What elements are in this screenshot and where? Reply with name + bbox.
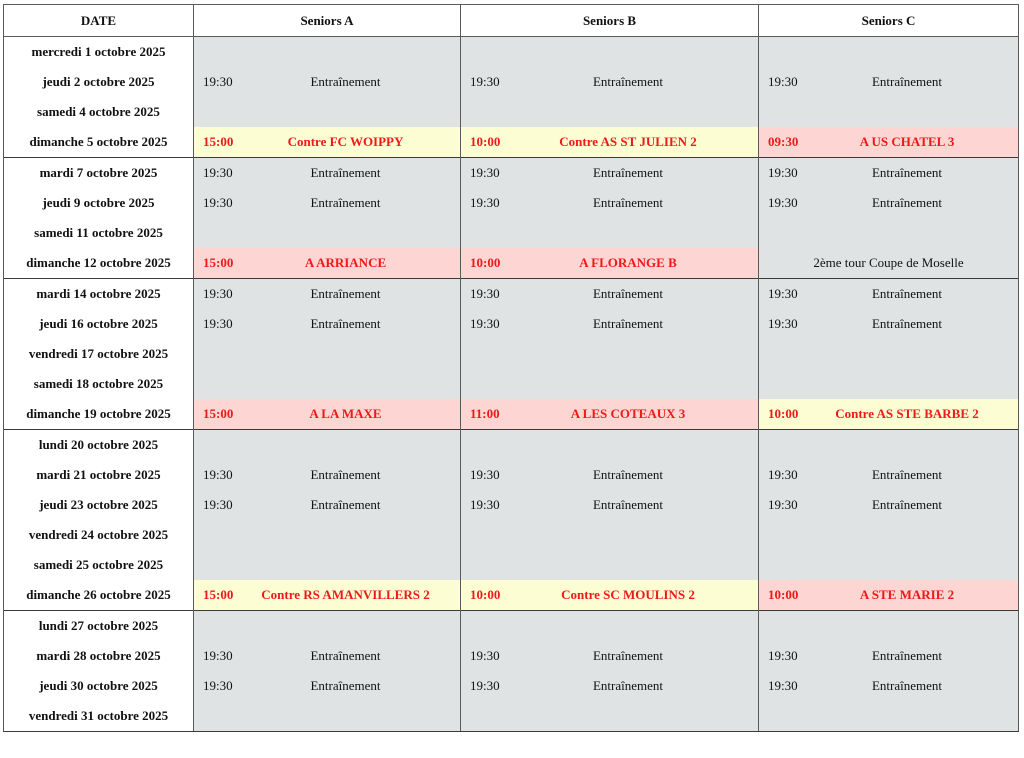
seniors-b-cell xyxy=(461,641,759,671)
date-cell: mardi 14 octobre 2025 xyxy=(4,279,194,310)
seniors-a-cell xyxy=(194,37,461,68)
schedule-body xyxy=(4,37,1019,732)
training-label: Entraînement xyxy=(871,467,943,482)
seniors-b-cell xyxy=(461,188,759,218)
training-label: Entraînement xyxy=(871,286,943,301)
training-label: Entraînement xyxy=(310,74,381,89)
training-label: Entraînement xyxy=(310,286,381,301)
table-row xyxy=(4,279,1019,310)
table-row xyxy=(4,580,1019,611)
table-row xyxy=(4,309,1019,339)
seniors-b-cell xyxy=(461,701,759,732)
match-time: 10:00 xyxy=(470,587,501,602)
training-time: 19:30 xyxy=(203,195,233,210)
training-time: 19:30 xyxy=(203,648,233,663)
match-label: Contre FC WOIPPY xyxy=(287,134,404,149)
training-time: 19:30 xyxy=(768,316,798,331)
table-row xyxy=(4,611,1019,642)
seniors-b-cell xyxy=(461,520,759,550)
match-time: 15:00 xyxy=(203,134,234,149)
training-label: Entraînement xyxy=(871,678,943,693)
table-row xyxy=(4,369,1019,399)
training-time: 19:30 xyxy=(768,467,798,482)
table-row xyxy=(4,430,1019,461)
seniors-b-cell xyxy=(461,430,759,461)
seniors-b-cell xyxy=(461,67,759,97)
match-label: A LA MAXE xyxy=(309,406,382,421)
seniors-c-cell xyxy=(759,127,1019,158)
training-label: Entraînement xyxy=(310,467,381,482)
match-label: Contre AS STE BARBE 2 xyxy=(835,406,979,421)
seniors-b-cell xyxy=(461,248,759,279)
date-cell: dimanche 5 octobre 2025 xyxy=(4,127,194,158)
seniors-c-cell xyxy=(759,339,1019,369)
training-label: Entraînement xyxy=(310,648,381,663)
table-row xyxy=(4,339,1019,369)
match-time: 10:00 xyxy=(768,587,799,602)
match-label: Contre SC MOULINS 2 xyxy=(561,587,695,602)
training-label: Entraînement xyxy=(871,648,943,663)
match-time: 11:00 xyxy=(470,406,500,421)
seniors-b-cell xyxy=(461,369,759,399)
seniors-b-cell xyxy=(461,550,759,580)
schedule-table xyxy=(3,4,1019,732)
training-label: Entraînement xyxy=(592,286,664,301)
training-time: 19:30 xyxy=(470,678,500,693)
seniors-c-cell xyxy=(759,611,1019,642)
seniors-b-cell xyxy=(461,399,759,430)
seniors-b-cell xyxy=(461,127,759,158)
training-time: 19:30 xyxy=(203,497,233,512)
training-time: 19:30 xyxy=(470,74,500,89)
table-row xyxy=(4,701,1019,732)
seniors-a-cell xyxy=(194,520,461,550)
seniors-c-cell xyxy=(759,580,1019,611)
match-time: 15:00 xyxy=(203,255,234,270)
seniors-b-cell xyxy=(461,490,759,520)
training-time: 19:30 xyxy=(470,316,500,331)
seniors-c-cell xyxy=(759,641,1019,671)
table-row xyxy=(4,550,1019,580)
seniors-c-cell xyxy=(759,279,1019,310)
match-time: 10:00 xyxy=(470,134,501,149)
seniors-c-cell xyxy=(759,369,1019,399)
seniors-b-cell xyxy=(461,671,759,701)
training-label: Entraînement xyxy=(310,165,381,180)
seniors-c-cell xyxy=(759,218,1019,248)
seniors-b-cell xyxy=(461,339,759,369)
seniors-c-cell xyxy=(759,97,1019,127)
seniors-b-cell xyxy=(461,460,759,490)
training-time: 19:30 xyxy=(470,648,500,663)
seniors-a-cell xyxy=(194,248,461,279)
match-label: A FLORANGE B xyxy=(579,255,677,270)
date-cell: mercredi 1 octobre 2025 xyxy=(4,37,194,68)
date-cell: jeudi 16 octobre 2025 xyxy=(4,309,194,339)
training-label: Entraînement xyxy=(592,316,664,331)
seniors-a-cell xyxy=(194,158,461,189)
date-cell: dimanche 19 octobre 2025 xyxy=(4,399,194,430)
training-time: 19:30 xyxy=(768,74,798,89)
seniors-a-cell xyxy=(194,279,461,310)
date-cell: mardi 7 octobre 2025 xyxy=(4,158,194,189)
seniors-b-cell xyxy=(461,309,759,339)
training-label: Entraînement xyxy=(592,648,664,663)
training-label: Entraînement xyxy=(592,497,664,512)
date-cell: dimanche 12 octobre 2025 xyxy=(4,248,194,279)
match-time: 09:30 xyxy=(768,134,799,149)
seniors-c-cell xyxy=(759,309,1019,339)
date-cell: jeudi 23 octobre 2025 xyxy=(4,490,194,520)
training-time: 19:30 xyxy=(203,74,233,89)
seniors-a-cell xyxy=(194,460,461,490)
table-row xyxy=(4,671,1019,701)
seniors-b-cell xyxy=(461,37,759,68)
training-time: 19:30 xyxy=(203,165,233,180)
seniors-a-cell xyxy=(194,97,461,127)
training-time: 19:30 xyxy=(768,678,798,693)
training-time: 19:30 xyxy=(470,497,500,512)
seniors-a-cell xyxy=(194,490,461,520)
training-label: Entraînement xyxy=(592,467,664,482)
seniors-c-cell xyxy=(759,701,1019,732)
match-label: Contre RS AMANVILLERS 2 xyxy=(261,587,430,602)
seniors-a-cell xyxy=(194,218,461,248)
training-time: 19:30 xyxy=(203,316,233,331)
date-cell: dimanche 26 octobre 2025 xyxy=(4,580,194,611)
cup-note: 2ème tour Coupe de Moselle xyxy=(813,255,964,270)
seniors-a-cell xyxy=(194,550,461,580)
match-label: A STE MARIE 2 xyxy=(859,587,955,602)
seniors-a-cell xyxy=(194,611,461,642)
seniors-c-cell xyxy=(759,671,1019,701)
seniors-b-cell xyxy=(461,218,759,248)
seniors-c-cell xyxy=(759,430,1019,461)
seniors-a-cell xyxy=(194,671,461,701)
date-cell: jeudi 9 octobre 2025 xyxy=(4,188,194,218)
table-row xyxy=(4,37,1019,68)
match-label: A ARRIANCE xyxy=(304,255,387,270)
header-date: DATE xyxy=(4,5,194,37)
seniors-c-cell xyxy=(759,37,1019,68)
seniors-a-cell xyxy=(194,188,461,218)
header-seniors-a: Seniors A xyxy=(194,5,461,37)
match-label: A US CHATEL 3 xyxy=(859,134,955,149)
seniors-b-cell xyxy=(461,279,759,310)
training-label: Entraînement xyxy=(592,165,664,180)
training-label: Entraînement xyxy=(871,195,943,210)
header-row xyxy=(4,5,1019,37)
training-time: 19:30 xyxy=(203,678,233,693)
seniors-c-cell xyxy=(759,248,1019,279)
date-cell: samedi 25 octobre 2025 xyxy=(4,550,194,580)
training-label: Entraînement xyxy=(871,165,943,180)
seniors-c-cell xyxy=(759,550,1019,580)
header-seniors-b: Seniors B xyxy=(461,5,759,37)
training-time: 19:30 xyxy=(768,497,798,512)
seniors-a-cell xyxy=(194,67,461,97)
seniors-c-cell xyxy=(759,460,1019,490)
training-label: Entraînement xyxy=(871,74,943,89)
date-cell: samedi 4 octobre 2025 xyxy=(4,97,194,127)
training-time: 19:30 xyxy=(470,165,500,180)
match-label: Contre AS ST JULIEN 2 xyxy=(559,134,697,149)
training-time: 19:30 xyxy=(768,648,798,663)
seniors-b-cell xyxy=(461,611,759,642)
training-time: 19:30 xyxy=(768,286,798,301)
date-cell: mardi 28 octobre 2025 xyxy=(4,641,194,671)
date-cell: jeudi 30 octobre 2025 xyxy=(4,671,194,701)
seniors-b-cell xyxy=(461,97,759,127)
match-time: 15:00 xyxy=(203,406,234,421)
training-time: 19:30 xyxy=(470,286,500,301)
date-cell: mardi 21 octobre 2025 xyxy=(4,460,194,490)
seniors-a-cell xyxy=(194,701,461,732)
date-cell: samedi 18 octobre 2025 xyxy=(4,369,194,399)
training-label: Entraînement xyxy=(592,678,664,693)
table-row xyxy=(4,460,1019,490)
training-label: Entraînement xyxy=(310,316,381,331)
seniors-c-cell xyxy=(759,158,1019,189)
date-cell: lundi 27 octobre 2025 xyxy=(4,611,194,642)
training-label: Entraînement xyxy=(871,316,943,331)
match-label: A LES COTEAUX 3 xyxy=(570,406,686,421)
date-cell: vendredi 31 octobre 2025 xyxy=(4,701,194,732)
training-time: 19:30 xyxy=(203,467,233,482)
table-row xyxy=(4,641,1019,671)
seniors-a-cell xyxy=(194,309,461,339)
training-time: 19:30 xyxy=(470,467,500,482)
table-row xyxy=(4,399,1019,430)
seniors-a-cell xyxy=(194,369,461,399)
seniors-a-cell xyxy=(194,430,461,461)
date-cell: lundi 20 octobre 2025 xyxy=(4,430,194,461)
training-label: Entraînement xyxy=(310,678,381,693)
date-cell: jeudi 2 octobre 2025 xyxy=(4,67,194,97)
table-row xyxy=(4,520,1019,550)
training-label: Entraînement xyxy=(310,497,381,512)
table-row xyxy=(4,127,1019,158)
seniors-a-cell xyxy=(194,580,461,611)
table-row xyxy=(4,67,1019,97)
table-row xyxy=(4,188,1019,218)
date-cell: samedi 11 octobre 2025 xyxy=(4,218,194,248)
training-time: 19:30 xyxy=(203,286,233,301)
table-row xyxy=(4,97,1019,127)
seniors-a-cell xyxy=(194,399,461,430)
seniors-c-cell xyxy=(759,520,1019,550)
table-row xyxy=(4,158,1019,189)
training-label: Entraînement xyxy=(592,195,664,210)
table-row xyxy=(4,218,1019,248)
training-label: Entraînement xyxy=(871,497,943,512)
match-time: 10:00 xyxy=(470,255,501,270)
training-time: 19:30 xyxy=(470,195,500,210)
training-label: Entraînement xyxy=(310,195,381,210)
seniors-c-cell xyxy=(759,188,1019,218)
training-label: Entraînement xyxy=(592,74,664,89)
match-time: 15:00 xyxy=(203,587,234,602)
seniors-c-cell xyxy=(759,399,1019,430)
header-seniors-c: Seniors C xyxy=(759,5,1019,37)
seniors-a-cell xyxy=(194,339,461,369)
table-row xyxy=(4,490,1019,520)
table-row xyxy=(4,248,1019,279)
seniors-b-cell xyxy=(461,580,759,611)
seniors-b-cell xyxy=(461,158,759,189)
seniors-c-cell xyxy=(759,490,1019,520)
training-time: 19:30 xyxy=(768,165,798,180)
date-cell: vendredi 24 octobre 2025 xyxy=(4,520,194,550)
seniors-a-cell xyxy=(194,641,461,671)
seniors-a-cell xyxy=(194,127,461,158)
seniors-c-cell xyxy=(759,67,1019,97)
match-time: 10:00 xyxy=(768,406,799,421)
training-time: 19:30 xyxy=(768,195,798,210)
date-cell: vendredi 17 octobre 2025 xyxy=(4,339,194,369)
